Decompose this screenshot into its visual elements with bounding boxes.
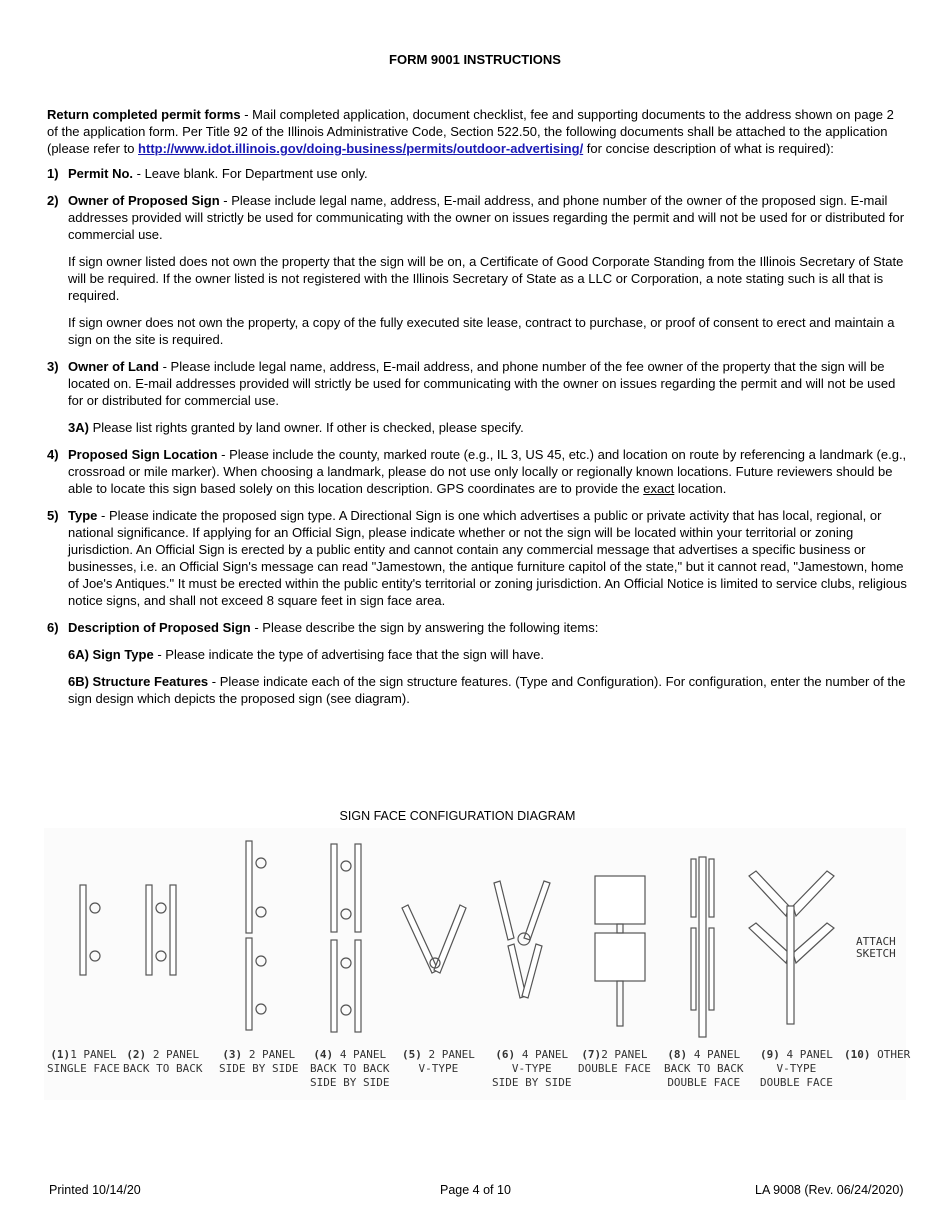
item-text: - Please describe the sign by answering the following items:	[250, 620, 599, 635]
item-label: Description of Proposed Sign	[68, 620, 251, 635]
config-label-5: (5) 2 PANEL V-TYPE	[402, 1048, 475, 1075]
item-text: - Leave blank. For Department use only.	[133, 166, 368, 181]
item-label: Owner of Proposed Sign	[68, 193, 220, 208]
config-label-6: (6) 4 PANEL V-TYPE SIDE BY SIDE	[492, 1048, 572, 1089]
item-label: Proposed Sign Location	[68, 447, 218, 462]
config-3-drawing	[246, 841, 266, 1030]
page-title: FORM 9001 INSTRUCTIONS	[389, 52, 561, 67]
config-label-4: (4) 4 PANEL BACK TO BACK SIDE BY SIDE	[310, 1048, 390, 1089]
item-paragraph: If sign owner listed does not own the property that the sign will be on, a Certificate of Good Corporate Standing from the Illinois Secretary of State will be required. If the owner listed is not registered with the Illinois Secretary of State as a LLC or Corporation, a note stating such is all that is required.	[68, 254, 904, 303]
item-label: Type	[68, 508, 98, 523]
instructions-body	[47, 106, 907, 717]
instruction-item-3	[47, 358, 907, 436]
item-number: 2)	[47, 193, 59, 208]
intro-text-end: for concise description of what is required):	[583, 141, 834, 156]
item-text: - Please include legal name, address, E-mail address, and phone number of the owner of the proposed sign. E-mail addresses provided will strictly be used for communicating with the owner on issues regarding the permit and will not be used for or distributed for commercial use.	[68, 193, 905, 242]
sub-item-text: Please list rights granted by land owner. If other is checked, please specify.	[88, 420, 524, 435]
item-label: Owner of Land	[68, 359, 159, 374]
instruction-item-5	[47, 507, 907, 609]
config-1-drawing	[80, 885, 100, 975]
config-label-2: (2) 2 PANEL BACK TO BACK	[123, 1048, 203, 1075]
diagram-title: SIGN FACE CONFIGURATION DIAGRAM	[339, 809, 576, 823]
instruction-item-4	[47, 446, 907, 497]
intro-heading: Return completed permit forms	[47, 107, 241, 122]
instruction-item-2	[47, 192, 907, 348]
footer-form-revision: LA 9008 (Rev. 06/24/2020)	[755, 1183, 904, 1197]
sub-item-label: 6B) Structure Features	[68, 674, 209, 689]
item-label: Permit No.	[68, 166, 134, 181]
item-number: 5)	[47, 508, 59, 523]
item-text: - Please indicate the proposed sign type. A Directional Sign is one which advertises a public or private activity that has local, regional, or national significance. If applying for an Official Sign, please indicate whether or not the sign will be located within your territorial or zoning jurisdiction. An Official Sign is erected by a public entity and cannot contain any commercial message that advertises a specific business or businesses, i.e. an Official Sign's message can read "Jamestown, the antique furniture capitol of the state," but it cannot read, "Jamestown, home of Joe's Antiques." It must be erected within the public entity's territorial or zoning jurisdiction. An Official Notice is limited to service clubs, religious notice signs, and shall not exceed 8 square feet in sign face area.	[68, 508, 907, 608]
item-number: 4)	[47, 447, 59, 462]
item-number: 1)	[47, 166, 59, 181]
config-label-8: (8) 4 PANEL BACK TO BACK DOUBLE FACE	[664, 1048, 744, 1089]
config-label-10: (10) OTHER	[844, 1048, 911, 1061]
config-label-9: (9) 4 PANEL V-TYPE DOUBLE FACE	[760, 1048, 833, 1089]
config-4-drawing	[331, 844, 361, 1032]
intro-text: - Mail completed application, document checklist, fee and supporting documents to the address shown on page 2 of the application form. Per Title 92 of the Illinois Administrative Code, Section 522.50, the following documents shall be attached to the application (please refer to	[47, 107, 894, 156]
footer-page-number: Page 4 of 10	[440, 1183, 511, 1197]
item-text: - Please include legal name, address, E-mail address, and phone number of the fee owner of the property that the sign will be located on. E-mail addresses provided will strictly be used for communicating with the owner on issues regarding the permit and will not be used for or distributed for commercial use.	[68, 359, 896, 408]
config-label-1: (1)1 PANEL SINGLE FACE	[47, 1048, 120, 1075]
item-number: 6)	[47, 620, 59, 635]
intro-paragraph	[47, 106, 907, 157]
instruction-item-6	[47, 619, 907, 707]
item-number: 3)	[47, 359, 59, 374]
sub-item-label: 3A)	[68, 420, 89, 435]
item-paragraph: If sign owner does not own the property, a copy of the fully executed site lease, contract to purchase, or proof of consent to erect and maintain a sign on the site is required.	[68, 315, 895, 347]
config-8-drawing	[691, 857, 714, 1037]
config-9-drawing	[749, 871, 834, 1024]
config-label-3: (3) 2 PANEL SIDE BY SIDE	[219, 1048, 299, 1075]
item-text: - Please include the county, marked route (e.g., IL 3, US 45, etc.) and location on route by referencing a landmark (e.g., crossroad or mile marker). When choosing a landmark, please do not use only locally or regionally known locations. Future reviewers should be able to locate this sign based solely on this location description. GPS coordinates are to provide the	[68, 447, 907, 496]
config-label-7: (7)2 PANEL DOUBLE FACE	[578, 1048, 651, 1075]
item-text-end: location.	[674, 481, 727, 496]
sign-face-configuration-diagram	[44, 828, 911, 1100]
footer-printed-date: Printed 10/14/20	[49, 1183, 141, 1197]
config-5-drawing	[402, 905, 466, 973]
config-7-drawing	[595, 876, 645, 1026]
underlined-word: exact	[643, 481, 675, 496]
attach-sketch-label: ATTACH SKETCH	[856, 935, 896, 960]
outdoor-advertising-link[interactable]: http://www.idot.illinois.gov/doing-business/permits/outdoor-advertising/	[138, 141, 584, 156]
instruction-item-1	[47, 165, 907, 182]
sub-item-label: 6A) Sign Type	[68, 647, 154, 662]
config-6-drawing	[494, 881, 550, 998]
config-2-drawing	[146, 885, 176, 975]
sub-item-text: - Please indicate the type of advertising face that the sign will have.	[153, 647, 544, 662]
sub-item-text: - Please indicate each of the sign structure features. (Type and Configuration). For configuration, enter the number of the sign design which depicts the proposed sign (see diagram).	[68, 674, 906, 706]
